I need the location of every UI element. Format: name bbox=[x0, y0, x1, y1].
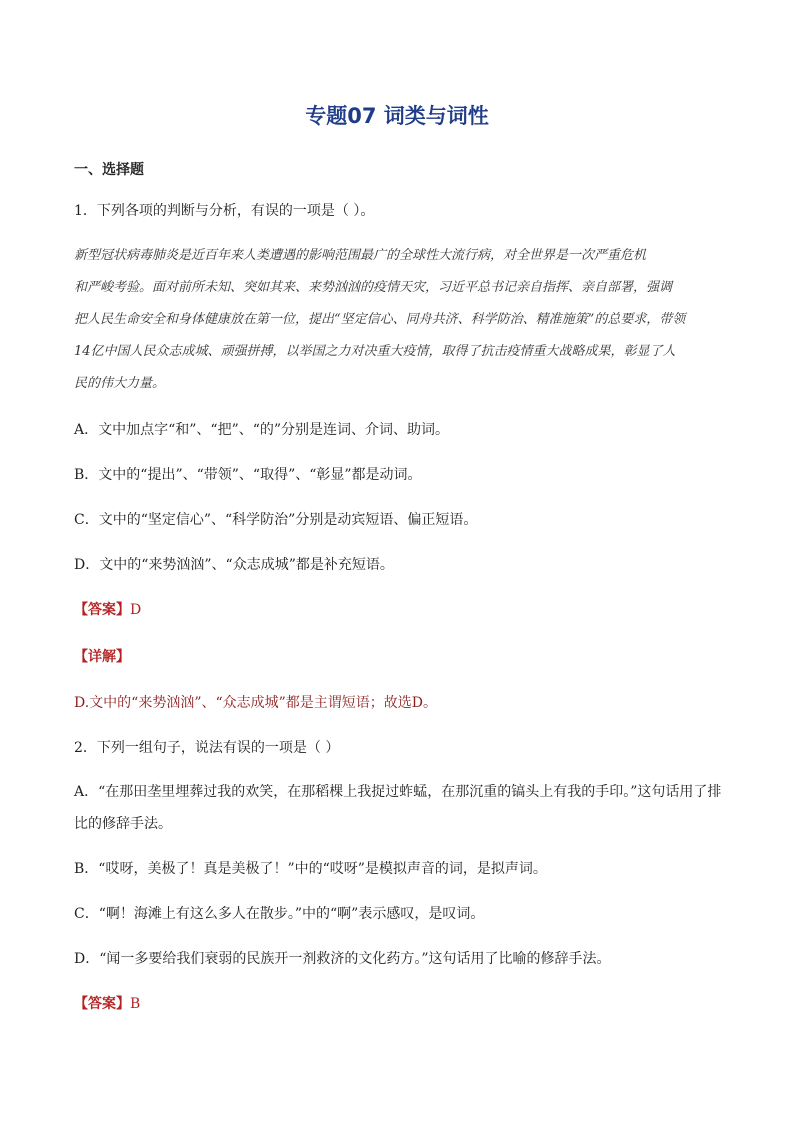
question-1-option-b: B．文中的“提出”、“带领”、“取得”、“彰显”都是动词。 bbox=[74, 467, 422, 483]
question-2-option-c: C．“啊！海滩上有这么多人在散步。”中的“啊”表示感叹，是叹词。 bbox=[74, 906, 485, 922]
answer-value: B bbox=[130, 996, 141, 1012]
passage-line: 把人民生命安全和身体健康放在第一位，提出“坚定信心、同舟共济、科学防治、精准施策”的总要求，带领 bbox=[74, 312, 686, 327]
question-1-stem: 1．下列各项的判断与分析，有误的一项是（ ）。 bbox=[74, 203, 375, 219]
passage-line: 14亿中国人民众志成城、顽强拼搏，以举国之力对决重大疫情，取得了抗击疫情重大战略成果，彰显了人 bbox=[74, 344, 676, 359]
page-title: 专题07 词类与词性 bbox=[305, 104, 489, 128]
question-1-passage bbox=[74, 240, 722, 400]
section-heading: 一、选择题 bbox=[74, 162, 144, 178]
answer-value: D bbox=[130, 602, 142, 618]
answer-label: 【答案】 bbox=[74, 996, 130, 1012]
question-2-option-a: A．“在那田垄里埋葬过我的欢笑，在那稻棵上我捉过蚱蜢，在那沉重的镐头上有我的手印。”这句话用了排 bbox=[74, 784, 722, 800]
question-1-option-d: D．文中的“来势汹汹”、“众志成城”都是补充短语。 bbox=[74, 557, 394, 573]
question-1-option-c: C．文中的“坚定信心”、“科学防治”分别是动宾短语、偏正短语。 bbox=[74, 512, 478, 528]
question-1-detail-label: 【详解】 bbox=[74, 649, 130, 665]
question-2-option-a-continued: 比的修辞手法。 bbox=[74, 816, 172, 832]
question-1-answer bbox=[74, 599, 141, 619]
passage-line: 和严峻考验。面对前所未知、突如其来、来势汹汹的疫情天灾，习近平总书记亲自指挥、亲自部署，强调 bbox=[74, 280, 673, 295]
answer-label: 【答案】 bbox=[74, 602, 130, 618]
question-2-stem: 2．下列一组句子，说法有误的一项是（ ） bbox=[74, 740, 340, 756]
passage-line: 民的伟大力量。 bbox=[74, 376, 166, 391]
question-2-option-b: B．“哎呀，美极了！真是美极了！”中的“哎呀”是模拟声音的词，是拟声词。 bbox=[74, 861, 547, 877]
question-1-option-a: A．文中加点字“和”、“把”、“的”分别是连词、介词、助词。 bbox=[74, 422, 450, 438]
question-2-answer bbox=[74, 993, 140, 1013]
question-2-option-d: D．“闻一多要给我们衰弱的民族开一剂救济的文化药方。”这句话用了比喻的修辞手法。 bbox=[74, 951, 611, 967]
passage-line: 新型冠状病毒肺炎是近百年来人类遭遇的影响范围最广的全球性大流行病，对全世界是一次严重危机 bbox=[74, 248, 647, 263]
question-1-detail: D.文中的“来势汹汹”、“众志成城”都是主谓短语；故选D。 bbox=[74, 695, 438, 711]
